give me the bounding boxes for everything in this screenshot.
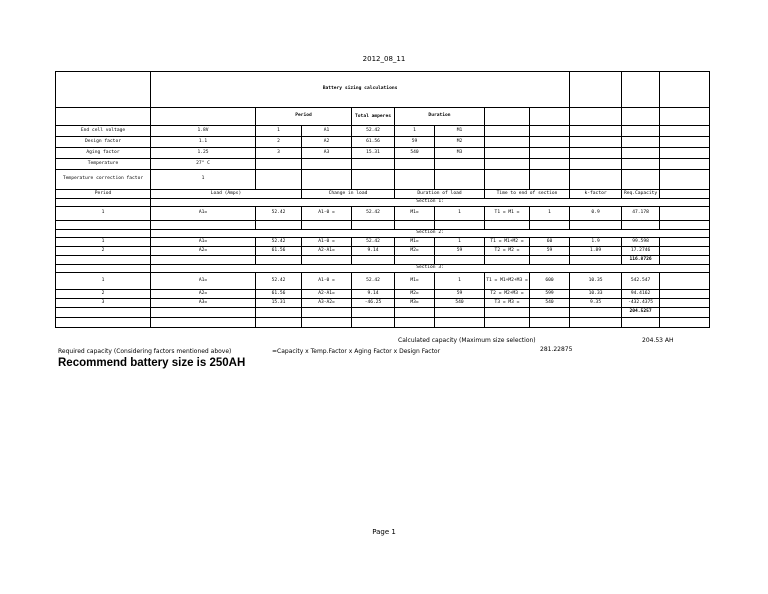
capacity-formula: =Capacity x Temp.Factor x Aging Factor x Design Factor	[272, 348, 441, 355]
calculated-capacity-value: 204.53 AH	[642, 337, 674, 344]
table-row	[56, 238, 710, 247]
row-time: 540	[530, 299, 570, 308]
param-value: 1	[151, 170, 256, 190]
page-header: 2012_08_11	[362, 55, 406, 63]
amp-symbol: A1	[302, 126, 352, 137]
period-header: Period	[256, 108, 352, 126]
col-header-duration: Duration of load	[395, 190, 485, 199]
period-number: 1	[256, 126, 302, 137]
page-footer: Page 1	[372, 528, 396, 536]
row-time: 1	[530, 207, 570, 221]
param-label: Temperature correction factor	[56, 170, 151, 190]
duration-header: Duration	[395, 108, 485, 126]
param-label: End cell voltage	[56, 126, 151, 137]
row-duration: 1	[435, 238, 485, 247]
amp-symbol: A2	[302, 137, 352, 148]
row-load: 61.56	[256, 290, 302, 299]
param-value: 27° C	[151, 159, 256, 170]
row-change: -46.25	[352, 299, 395, 308]
duration-symbol: M3	[435, 148, 485, 159]
row-time: 600	[530, 273, 570, 290]
row-k-factor: 9.35	[570, 299, 622, 308]
row-change: 9.14	[352, 290, 395, 299]
col-header-k-factor: k-factor	[570, 190, 622, 199]
row-req-capacity: -432.4375	[622, 299, 660, 308]
amp-value: 15.31	[352, 148, 395, 159]
required-capacity-value: 281.22875	[540, 346, 573, 353]
table-row	[56, 207, 710, 221]
row-period: 2	[56, 247, 151, 256]
col-header-time: Time to end of section	[485, 190, 570, 199]
amp-value: 52.42	[352, 126, 395, 137]
row-time-formula: T1 = M1+M2+M3 =	[485, 273, 530, 290]
row-time-formula: T2 = M2+M3 =	[485, 290, 530, 299]
param-label: Design factor	[56, 137, 151, 148]
row-change: 52.42	[352, 207, 395, 221]
duration-symbol: M1	[435, 126, 485, 137]
section-total: 116.8726	[622, 256, 660, 265]
row-change: 52.42	[352, 273, 395, 290]
row-change-formula: A1-0 =	[302, 238, 352, 247]
row-time: 599	[530, 290, 570, 299]
row-change: 9.14	[352, 247, 395, 256]
duration-value: 540	[395, 148, 435, 159]
row-load-symbol: A1=	[151, 207, 256, 221]
total-amperes-header: Total amperes	[352, 108, 395, 126]
section-label: Section 2:	[151, 230, 710, 238]
param-label: Aging factor	[56, 148, 151, 159]
section-total: 204.5257	[622, 308, 660, 318]
row-k-factor: 1.89	[570, 247, 622, 256]
row-load: 61.56	[256, 247, 302, 256]
row-time: 59	[530, 247, 570, 256]
row-change-formula: A1-0 =	[302, 207, 352, 221]
calculated-capacity-label: Calculated capacity (Maximum size selection)	[398, 337, 536, 344]
col-header-req-capacity: Req.Capacity	[622, 190, 660, 199]
param-value: 1.8V	[151, 126, 256, 137]
row-duration: 59	[435, 290, 485, 299]
row-period: 1	[56, 273, 151, 290]
row-req-capacity: 542.547	[622, 273, 660, 290]
row-period: 2	[56, 290, 151, 299]
row-time-formula: T1 = M1+M2 =	[485, 238, 530, 247]
row-req-capacity: 47.178	[622, 207, 660, 221]
param-value: 1.1	[151, 137, 256, 148]
row-change-formula: A1-0 =	[302, 273, 352, 290]
row-time: 60	[530, 238, 570, 247]
row-period: 1	[56, 238, 151, 247]
table-row	[56, 290, 710, 299]
row-duration: 1	[435, 207, 485, 221]
row-k-factor: 10.35	[570, 273, 622, 290]
amp-value: 61.56	[352, 137, 395, 148]
col-header-change: Change in load	[302, 190, 395, 199]
row-load-symbol: A1=	[151, 238, 256, 247]
table-row	[56, 299, 710, 308]
param-label: Temperature	[56, 159, 151, 170]
row-load-symbol: A3=	[151, 299, 256, 308]
row-duration-symbol: M2=	[395, 247, 435, 256]
row-duration: 1	[435, 273, 485, 290]
row-time-formula: T2 = M2 =	[485, 247, 530, 256]
row-req-capacity: 99.598	[622, 238, 660, 247]
row-change-formula: A2-A1=	[302, 247, 352, 256]
section-label: Section 3:	[151, 265, 710, 273]
table-row	[56, 273, 710, 290]
row-load-symbol: A2=	[151, 290, 256, 299]
row-load: 15.31	[256, 299, 302, 308]
duration-value: 1	[395, 126, 435, 137]
row-req-capacity: 94.4162	[622, 290, 660, 299]
period-number: 2	[256, 137, 302, 148]
row-time-formula: T3 = M3 =	[485, 299, 530, 308]
table-row	[56, 247, 710, 256]
row-req-capacity: 17.2746	[622, 247, 660, 256]
col-header-load: Load (Amps)	[151, 190, 302, 199]
row-duration-symbol: M1=	[395, 207, 435, 221]
duration-symbol: M2	[435, 137, 485, 148]
row-change: 52.42	[352, 238, 395, 247]
row-time-formula: T1 = M1 =	[485, 207, 530, 221]
row-k-factor: 10.33	[570, 290, 622, 299]
recommendation: Recommend battery size is 250AH	[58, 357, 246, 369]
row-duration-symbol: M1=	[395, 238, 435, 247]
row-load: 52.42	[256, 207, 302, 221]
row-duration: 540	[435, 299, 485, 308]
section-label: Section 1:	[151, 199, 710, 207]
row-k-factor: 1.9	[570, 238, 622, 247]
row-load: 52.42	[256, 238, 302, 247]
period-number: 3	[256, 148, 302, 159]
duration-value: 59	[395, 137, 435, 148]
row-period: 1	[56, 207, 151, 221]
row-period: 3	[56, 299, 151, 308]
row-change-formula: A3-A2=	[302, 299, 352, 308]
row-load-symbol: A1=	[151, 273, 256, 290]
amp-symbol: A3	[302, 148, 352, 159]
col-header-period: Period	[56, 190, 151, 199]
row-load: 52.42	[256, 273, 302, 290]
row-duration-symbol: M3=	[395, 299, 435, 308]
required-capacity-label: Required capacity (Considering factors mentioned above)	[58, 348, 232, 355]
row-duration-symbol: M2=	[395, 290, 435, 299]
sheet-title: Battery sizing calculations	[151, 72, 570, 108]
row-k-factor: 0.9	[570, 207, 622, 221]
param-value: 1.25	[151, 148, 256, 159]
row-change-formula: A2-A1=	[302, 290, 352, 299]
row-load-symbol: A2=	[151, 247, 256, 256]
battery-sizing-sheet	[55, 71, 710, 328]
row-duration-symbol: M1=	[395, 273, 435, 290]
row-duration: 59	[435, 247, 485, 256]
